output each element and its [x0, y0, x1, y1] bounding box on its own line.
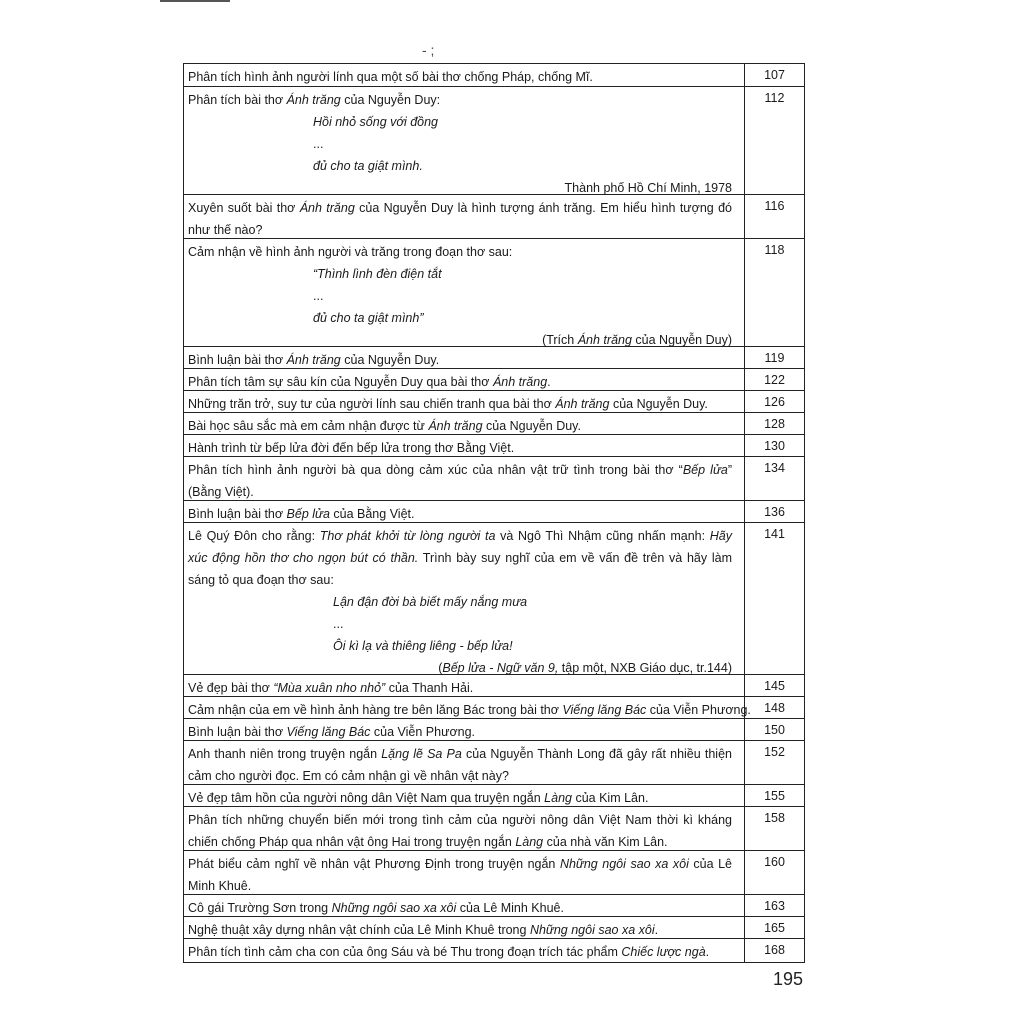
table-row — [184, 368, 804, 390]
entry-page: 118 — [764, 243, 785, 257]
table-row — [184, 500, 804, 522]
citation: (Bếp lửa - Ngữ văn 9, tập một, NXB Giáo dục, tr.144) — [438, 661, 732, 675]
entry-page: 152 — [764, 745, 785, 759]
citation: (Trích Ánh trăng của Nguyễn Duy) — [542, 333, 732, 347]
entry-page: 141 — [764, 527, 785, 541]
entry-page: 136 — [764, 505, 785, 519]
entry-title: Vẻ đẹp tâm hồn của người nông dân Việt Nam qua truyện ngắn Làng của Kim Lân. — [184, 785, 745, 806]
verse-ellipsis: ... — [333, 617, 344, 631]
entry-page: 155 — [764, 789, 785, 803]
table-row — [184, 390, 804, 412]
page-number: 195 — [773, 969, 804, 989]
table-of-contents — [183, 63, 805, 963]
verse-line: đủ cho ta giật mình. — [313, 159, 423, 173]
verse-ellipsis: ... — [313, 289, 324, 303]
entry-page: 165 — [764, 921, 785, 935]
entry-page: 163 — [764, 899, 785, 913]
entry-title: Lê Quý Đôn cho rằng: Thơ phát khởi từ lòng người ta và Ngô Thì Nhậm cũng nhấn mạnh: Hãy xúc động hồn thơ cho ngọn bút có thần. Trình bày suy nghĩ của em về vấn đề trên và hãy làm sáng tỏ qua đoạn thơ sau: Lận đận đời bà biết mấy nắng mưa ... Ôi kì lạ và thiêng liêng - bếp lửa! (Bếp lửa - Ngữ văn 9, tập một, NXB Giáo dục, tr.144) — [184, 523, 745, 674]
verse-line: Lận đận đời bà biết mấy nắng mưa — [333, 595, 528, 609]
entry-title: Cô gái Trường Sơn trong Những ngôi sao xa xôi của Lê Minh Khuê. — [184, 895, 745, 916]
table-row — [184, 346, 804, 368]
verse-line: “Thình lình đèn điện tắt — [313, 267, 442, 281]
table-row — [184, 740, 804, 784]
entry-title: Phân tích bài thơ Ánh trăng của Nguyễn Duy: Hồi nhỏ sống với đồng ... đủ cho ta giật mình. Thành phố Hồ Chí Minh, 1978 — [184, 87, 745, 194]
table-row — [184, 850, 804, 894]
entry-title: Nghệ thuật xây dựng nhân vật chính của Lê Minh Khuê trong Những ngôi sao xa xôi. — [184, 917, 745, 938]
entry-page: 160 — [764, 855, 785, 869]
table-row — [184, 412, 804, 434]
entry-title: Bình luận bài thơ Ánh trăng của Nguyễn Duy. — [184, 347, 745, 368]
table-row — [184, 894, 804, 916]
entry-page: 158 — [764, 811, 785, 825]
entry-title: Cảm nhận của em về hình ảnh hàng tre bên lăng Bác trong bài thơ Viếng lăng Bác của Viễn Phương. — [184, 697, 745, 718]
entry-title: Phân tích hình ảnh người lính qua một số bài thơ chống Pháp, chống Mĩ. — [184, 64, 745, 86]
entry-page: 130 — [764, 439, 785, 453]
entry-page: 112 — [764, 91, 785, 105]
entry-title: Phân tích tâm sự sâu kín của Nguyễn Duy qua bài thơ Ánh trăng. — [184, 369, 745, 390]
entry-title: Bình luận bài thơ Bếp lửa của Bằng Việt. — [184, 501, 745, 522]
table-row — [184, 696, 804, 718]
scan-mark: - ; — [422, 42, 435, 58]
table-row — [184, 718, 804, 740]
table-row — [184, 938, 804, 962]
entry-page: 148 — [764, 701, 785, 715]
table-row — [184, 784, 804, 806]
entry-page: 134 — [764, 461, 785, 475]
entry-title: Anh thanh niên trong truyện ngắn Lặng lẽ Sa Pa của Nguyễn Thành Long đã gây rất nhiều thiện cảm cho người đọc. Em có cảm nhận gì về nhân vật này? — [184, 741, 745, 784]
table-row — [184, 916, 804, 938]
entry-title: Phát biểu cảm nghĩ về nhân vật Phương Định trong truyện ngắn Những ngôi sao xa xôi của Lê Minh Khuê. — [184, 851, 745, 894]
entry-page: 119 — [764, 351, 785, 365]
entry-title: Hành trình từ bếp lửa đời đến bếp lửa trong thơ Bằng Việt. — [184, 435, 745, 456]
table-row — [184, 522, 804, 674]
entry-title: Xuyên suốt bài thơ Ánh trăng của Nguyễn Duy là hình tượng ánh trăng. Em hiểu hình tượng đó như thế nào? — [184, 195, 745, 238]
table-row — [184, 86, 804, 194]
entry-page: 126 — [764, 395, 785, 409]
entry-page: 116 — [764, 199, 785, 213]
verse-ellipsis: ... — [313, 137, 324, 151]
verse-line: Hồi nhỏ sống với đồng — [313, 115, 438, 129]
entry-title: Bình luận bài thơ Viếng lăng Bác của Viễn Phương. — [184, 719, 745, 740]
entry-page: 150 — [764, 723, 785, 737]
entry-title: Vẻ đẹp bài thơ “Mùa xuân nho nhỏ” của Thanh Hải. — [184, 675, 745, 696]
entry-page: 107 — [764, 68, 785, 82]
entry-page: 145 — [764, 679, 785, 693]
table-row — [184, 456, 804, 500]
entry-title: Những trăn trở, suy tư của người lính sau chiến tranh qua bài thơ Ánh trăng của Nguyễn Duy. — [184, 391, 745, 412]
entry-page: 122 — [764, 373, 785, 387]
citation: Thành phố Hồ Chí Minh, 1978 — [564, 181, 732, 195]
table-row — [184, 806, 804, 850]
entry-title: Cảm nhận về hình ảnh người và trăng trong đoạn thơ sau: “Thình lình đèn điện tắt ... đủ cho ta giật mình” (Trích Ánh trăng của Nguyễn Duy) — [184, 239, 745, 346]
verse-line: đủ cho ta giật mình” — [313, 311, 424, 325]
verse-line: Ôi kì lạ và thiêng liêng - bếp lửa! — [333, 639, 513, 653]
entry-page: 168 — [764, 943, 785, 957]
table-row — [184, 434, 804, 456]
table-row — [184, 674, 804, 696]
table-row — [184, 64, 804, 86]
top-rule — [160, 0, 230, 2]
entry-page: 128 — [764, 417, 785, 431]
entry-title: Phân tích tình cảm cha con của ông Sáu và bé Thu trong đoạn trích tác phẩm Chiếc lược ngà. — [184, 939, 745, 962]
table-row — [184, 238, 804, 346]
entry-title: Phân tích những chuyển biến mới trong tình cảm của người nông dân Việt Nam thời kì kháng chiến chống Pháp qua nhân vật ông Hai trong truyện ngắn Làng của nhà văn Kim Lân. — [184, 807, 745, 850]
table-row — [184, 194, 804, 238]
entry-title: Bài học sâu sắc mà em cảm nhận được từ Ánh trăng của Nguyễn Duy. — [184, 413, 745, 434]
entry-title: Phân tích hình ảnh người bà qua dòng cảm xúc của nhân vật trữ tình trong bài thơ “Bếp lửa” (Bằng Việt). — [184, 457, 745, 500]
